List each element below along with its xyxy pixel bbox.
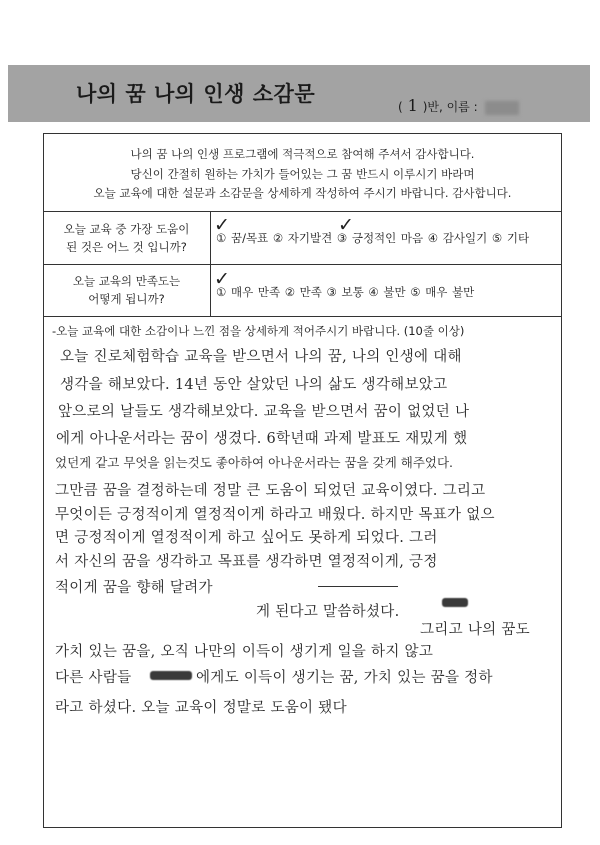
- handwritten-line: 게 된다고 말씀하셨다.: [256, 604, 400, 620]
- scribble-mark: [150, 671, 192, 680]
- class-name-field: [398, 96, 519, 115]
- row-divider: [43, 264, 562, 265]
- row-divider: [43, 211, 562, 212]
- handwritten-line: 앞으로의 날들도 생각해보았다. 교육을 받으면서 꿈이 없었던 나: [58, 404, 470, 420]
- intro-line: 당신이 간절히 원하는 가치가 들어있는 그 꿈 반드시 이루시기 바라며: [130, 166, 475, 181]
- intro-text: [43, 145, 562, 204]
- handwritten-line: 무엇이든 긍정적이게 열정적이게 하라고 배웠다. 하지만 목표가 없으: [55, 507, 495, 523]
- page-title: 나의 꿈 나의 인생 소감문: [76, 82, 316, 106]
- class-open: (: [398, 100, 403, 114]
- handwritten-line: 그리고 나의 꿈도: [420, 622, 530, 638]
- essay-prompt: -오늘 교육에 대한 소감이나 느낀 점을 상세하게 적어주시기 바랍니다. (10줄 이상): [52, 324, 465, 338]
- handwritten-line: 에게 아나운서라는 꿈이 생겼다. 6학년때 과제 발표도 재밌게 했: [56, 431, 468, 447]
- intro-line: 나의 꿈 나의 인생 프로그램에 적극적으로 참여해 주셔서 감사합니다.: [130, 147, 475, 161]
- class-label: )반, 이름 :: [422, 100, 478, 114]
- check-mark-icon: ✓: [338, 214, 354, 236]
- check-mark-icon: ✓: [214, 268, 230, 290]
- handwritten-line: 다른 사람들: [55, 670, 132, 686]
- row-divider: [43, 316, 562, 317]
- class-number: 1: [407, 96, 418, 115]
- question-2-label: [43, 272, 210, 308]
- question-label-line: 어떻게 됩니까?: [88, 292, 165, 306]
- question-2-options[interactable]: ① 매우 만족 ② 만족 ③ 보통 ④ 불만 ⑤ 매우 불만: [216, 285, 475, 299]
- redacted-name: [485, 101, 519, 115]
- handwritten-line: 그만큼 꿈을 결정하는데 정말 큰 도움이 되었던 교육이였다. 그리고: [55, 483, 486, 499]
- handwritten-line: 었던게 같고 무엇을 읽는것도 좋아하여 아나운서라는 꿈을 갖게 해주었다.: [55, 455, 454, 470]
- handwritten-line: 서 자신의 꿈을 생각하고 목표를 생각하면 열정적이게, 긍정: [55, 554, 438, 570]
- handwritten-line: 가치 있는 꿈을, 오직 나만의 이득이 생기게 일을 하지 않고: [55, 644, 434, 660]
- scribble-mark: [442, 598, 468, 607]
- question-1-options[interactable]: ① 꿈/목표 ② 자기발견 ③ 긍정적인 마음 ④ 감사일기 ⑤ 기타: [216, 231, 530, 245]
- question-1-label: [43, 220, 210, 256]
- handwritten-line: 생각을 해보았다. 14년 동안 살았던 나의 삶도 생각해보았고: [60, 377, 448, 393]
- question-label-line: 된 것은 어느 것 입니까?: [66, 240, 187, 254]
- question-label-line: 오늘 교육 중 가장 도움이: [63, 222, 190, 236]
- question-label-line: 오늘 교육의 만족도는: [72, 274, 181, 288]
- handwritten-line: 오늘 진로체험학습 교육을 받으면서 나의 꿈, 나의 인생에 대해: [60, 349, 462, 365]
- handwritten-line: 라고 하셨다. 오늘 교육이 정말로 도움이 됐다: [55, 700, 347, 716]
- handwritten-line: 에게도 이득이 생기는 꿈, 가치 있는 꿈을 정하: [196, 670, 493, 686]
- handwritten-line: 면 긍정적이게 열정적이게 하고 싶어도 못하게 되었다. 그러: [55, 530, 438, 546]
- strike-through: [318, 586, 398, 587]
- intro-line: 오늘 교육에 대한 설문과 소감문을 상세하게 작성하여 주시기 바랍니다. 감사합니다.: [93, 186, 512, 200]
- column-divider: [210, 211, 211, 316]
- handwritten-line: 적이게 꿈을 향해 달려가: [55, 580, 213, 596]
- check-mark-icon: ✓: [214, 214, 230, 236]
